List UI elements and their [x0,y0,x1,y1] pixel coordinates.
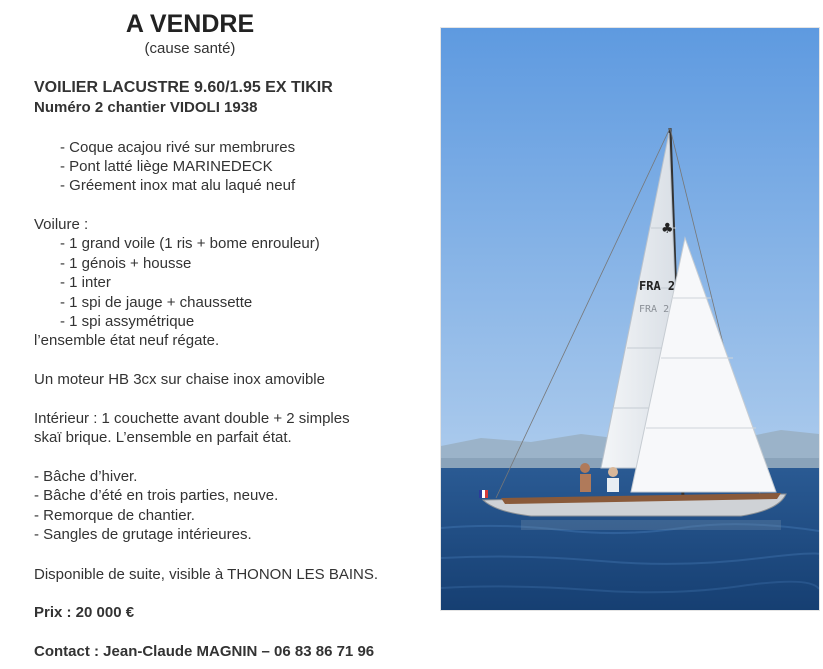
flyer-title: A VENDRE [125,10,255,38]
sail-number: FRA 2 [639,279,676,293]
sail-item: - 1 génois + housse [60,255,192,272]
feature-item: - Gréement inox mat alu laqué neuf [60,177,296,194]
sail-item: - 1 spi assymétrique [60,313,195,330]
sailboat-photo [440,27,820,611]
extra-item: - Remorque de chantier. [34,507,195,524]
feature-item: - Pont latté liège MARINEDECK [60,158,273,175]
boat-name: VOILIER LACUSTRE 9.60/1.95 EX TIKIR [34,79,333,96]
interior-line: Intérieur : 1 couchette avant double + 2 simples [34,410,350,427]
sails-label: Voilure : [34,216,89,233]
extra-item: - Bâche d’hiver. [34,468,138,485]
extra-item: - Bâche d’été en trois parties, neuve. [34,487,279,504]
sail-number-reflected: FRA 2 [639,304,670,315]
club-icon: ♣ [661,221,674,237]
flyer-subtitle: (cause santé) [144,40,236,57]
sail-item: - 1 inter [60,274,111,291]
engine-line: Un moteur HB 3cx sur chaise inox amovible [34,371,325,388]
feature-item: - Coque acajou rivé sur membrures [60,139,296,156]
sail-item: - 1 spi de jauge + chaussette [60,294,253,311]
extra-item: - Sangles de grutage intérieures. [34,526,252,543]
crew-member [608,467,618,477]
boat-builder: Numéro 2 chantier VIDOLI 1938 [34,99,258,116]
price-line: Prix : 20 000 € [34,604,135,621]
interior-line: skaï brique. L’ensemble en parfait état. [34,429,292,446]
sail-item: - 1 grand voile (1 ris + bome enrouleur) [60,235,320,252]
french-flag-icon [479,490,482,498]
availability-line: Disponible de suite, visible à THONON LES BAINS. [34,566,379,583]
crew-member [580,463,590,473]
sails-condition: l’ensemble état neuf régate. [34,332,220,349]
contact-line: Contact : Jean-Claude MAGNIN – 06 83 86 71 96 [34,643,375,660]
